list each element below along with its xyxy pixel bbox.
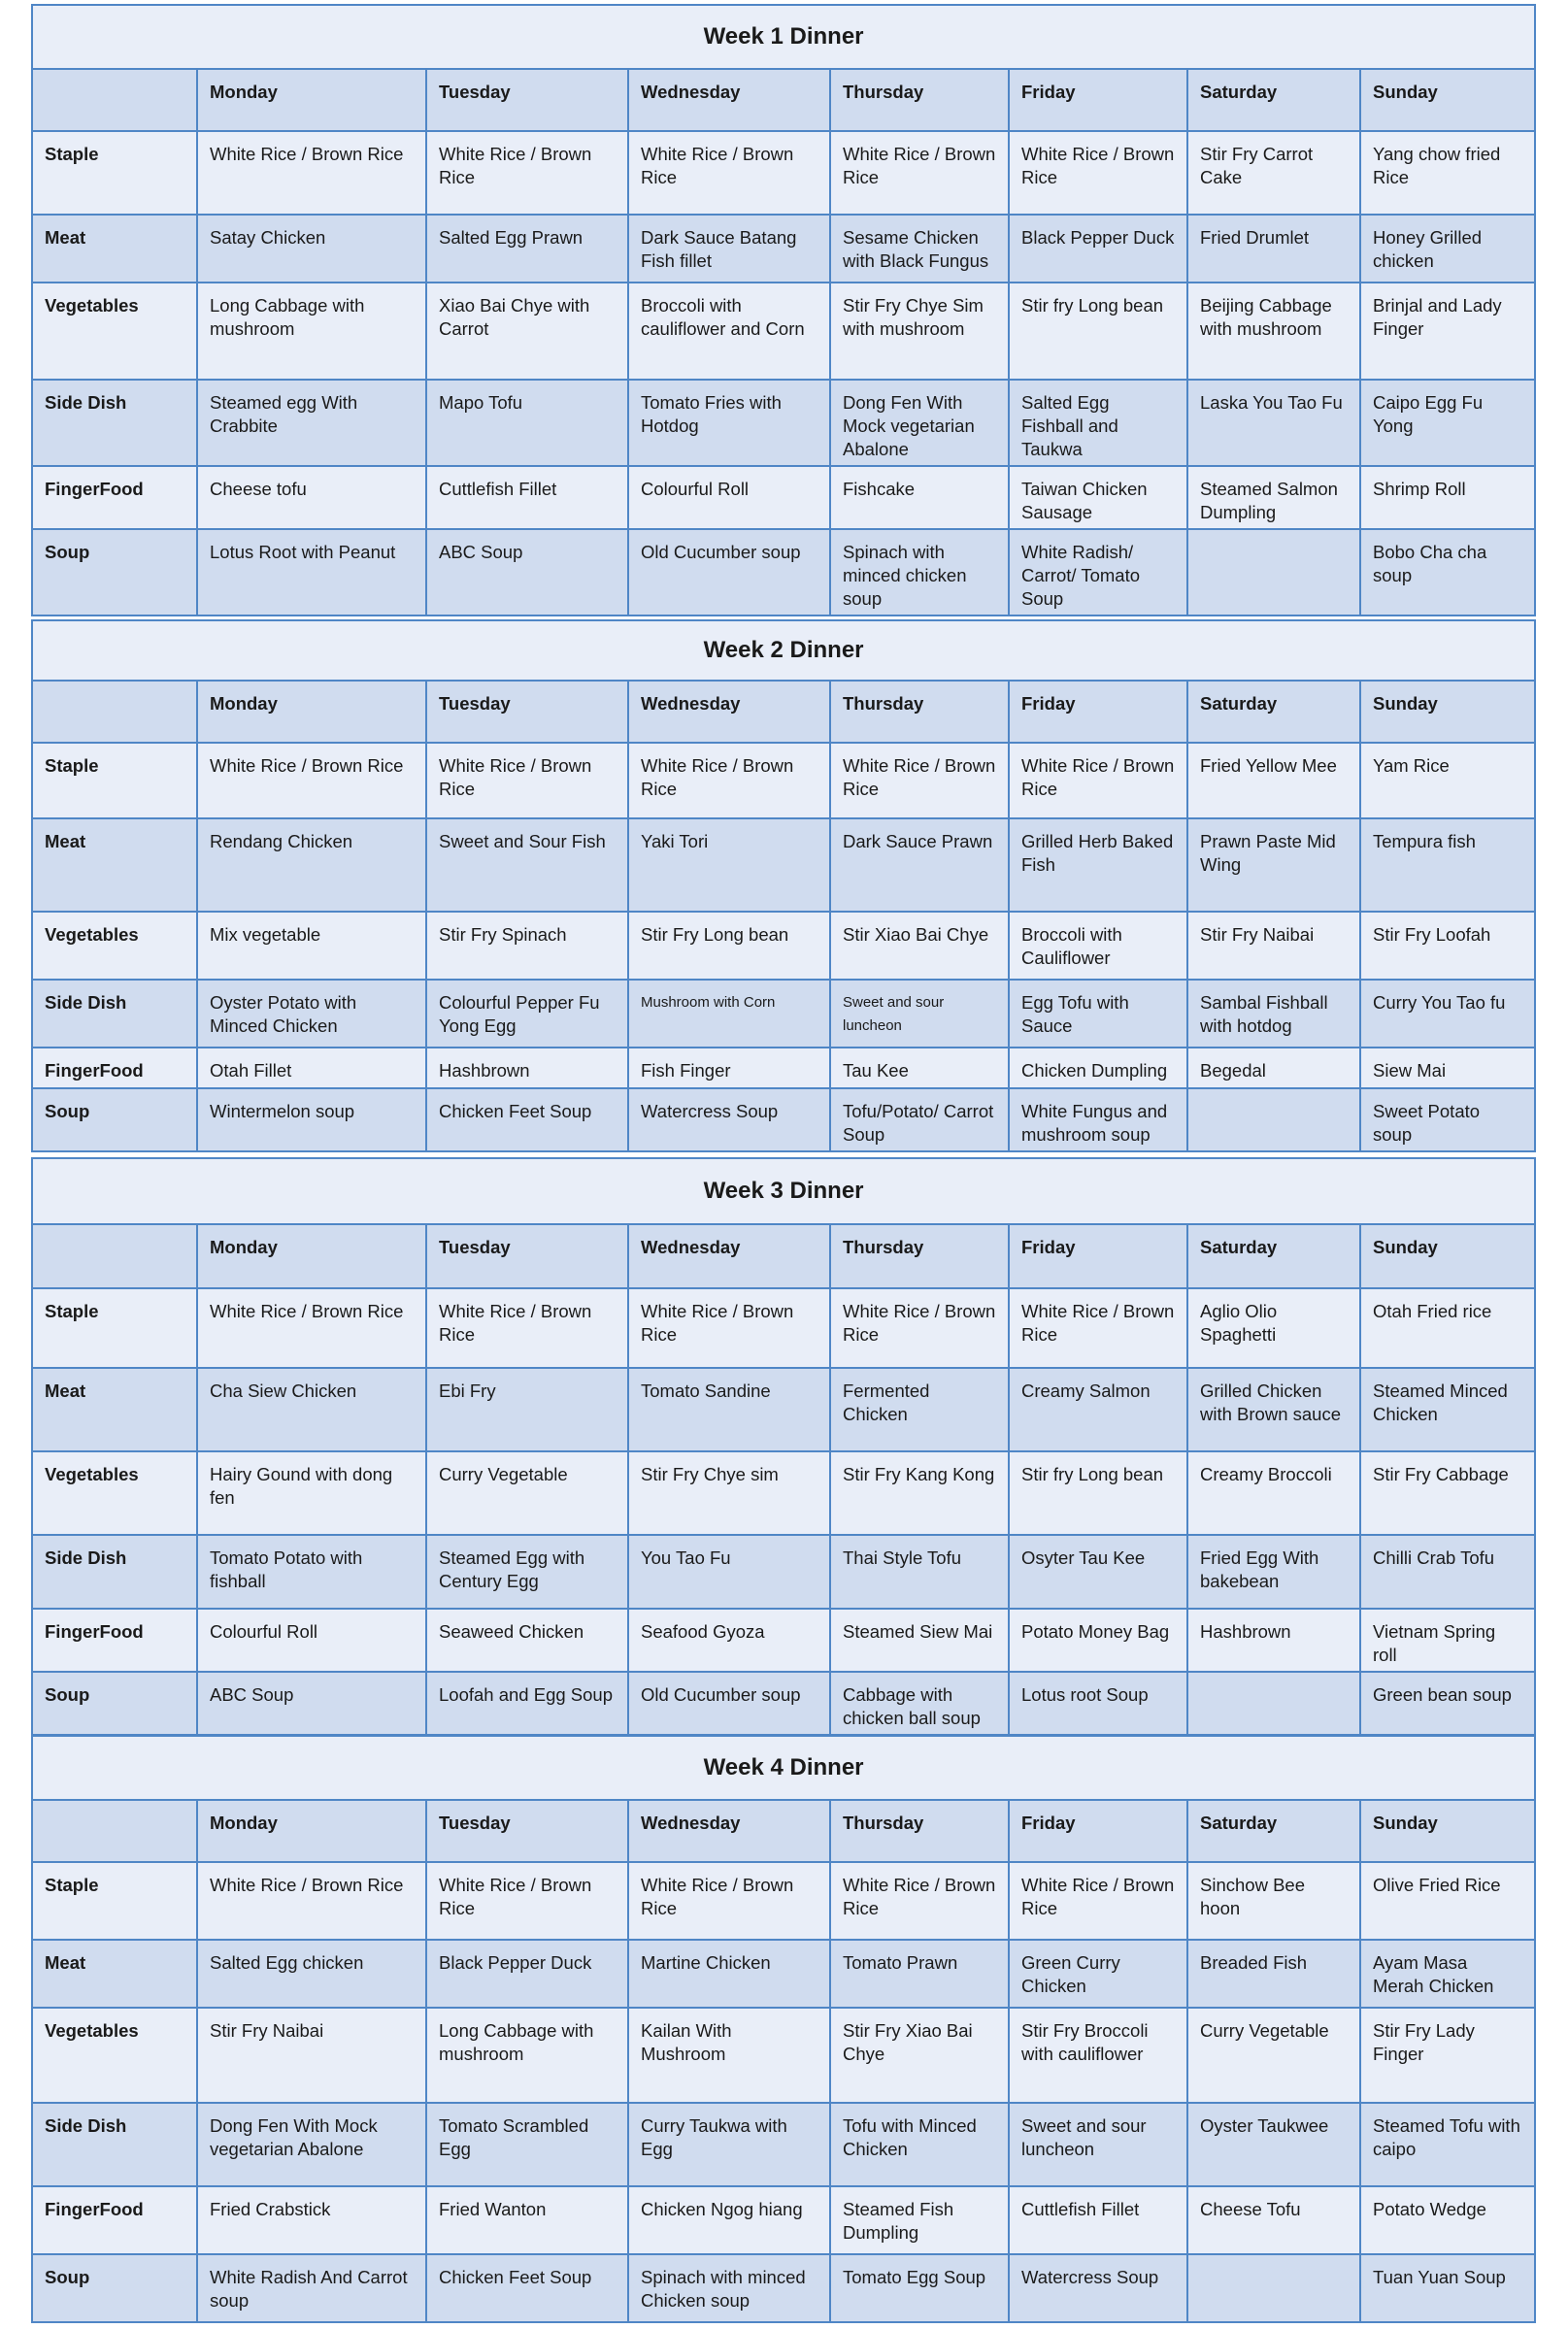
day-header-thursday: Thursday <box>830 1224 1009 1288</box>
day-header-wednesday: Wednesday <box>628 69 830 131</box>
day-header-friday: Friday <box>1009 1224 1187 1288</box>
dish-cell: ABC Soup <box>426 529 628 616</box>
row-side-dish <box>32 380 1535 466</box>
week-title: Week 2 Dinner <box>32 620 1535 681</box>
dish-cell: White Rice / Brown Rice <box>426 743 628 818</box>
dish-cell: Caipo Egg Fu Yong <box>1360 380 1535 466</box>
dish-cell: Cheese Tofu <box>1187 2186 1360 2254</box>
dish-cell: Laska You Tao Fu <box>1187 380 1360 466</box>
dish-cell: Dong Fen With Mock vegetarian Abalone <box>197 2103 426 2186</box>
row-label: Soup <box>32 529 197 616</box>
row-soup <box>32 529 1535 616</box>
dish-cell: Oyster Potato with Minced Chicken <box>197 980 426 1048</box>
dish-cell: White Rice / Brown Rice <box>426 1862 628 1940</box>
dish-cell: Fried Yellow Mee <box>1187 743 1360 818</box>
dish-cell <box>1187 1672 1360 1735</box>
dish-cell: Mapo Tofu <box>426 380 628 466</box>
dish-cell: Broccoli with Cauliflower <box>1009 912 1187 980</box>
dish-cell: Potato Wedge <box>1360 2186 1535 2254</box>
dish-cell: Curry Vegetable <box>1187 2008 1360 2103</box>
dish-cell: Mix vegetable <box>197 912 426 980</box>
row-meat <box>32 215 1535 283</box>
day-header-monday: Monday <box>197 1800 426 1862</box>
dish-cell: Beijing Cabbage with mushroom <box>1187 283 1360 380</box>
dish-cell: White Rice / Brown Rice <box>830 1288 1009 1368</box>
dish-cell: Loofah and Egg Soup <box>426 1672 628 1735</box>
row-meat <box>32 1940 1535 2008</box>
dish-cell: White Rice / Brown Rice <box>197 1288 426 1368</box>
dish-cell: Fried Wanton <box>426 2186 628 2254</box>
dish-cell <box>1187 529 1360 616</box>
dish-cell: Wintermelon soup <box>197 1088 426 1151</box>
dish-cell: Hashbrown <box>426 1048 628 1088</box>
dish-cell: Long Cabbage with mushroom <box>197 283 426 380</box>
row-side-dish <box>32 1535 1535 1609</box>
dish-cell: Old Cucumber soup <box>628 529 830 616</box>
row-label: Meat <box>32 1368 197 1451</box>
row-label: Staple <box>32 743 197 818</box>
dish-cell: Lotus Root with Peanut <box>197 529 426 616</box>
row-label: Meat <box>32 1940 197 2008</box>
row-fingerfood <box>32 1609 1535 1672</box>
dish-cell: Stir Fry Lady Finger <box>1360 2008 1535 2103</box>
dish-cell: White Rice / Brown Rice <box>628 1862 830 1940</box>
dish-cell: Salted Egg chicken <box>197 1940 426 2008</box>
dish-cell: Seafood Gyoza <box>628 1609 830 1672</box>
dish-cell: Sesame Chicken with Black Fungus <box>830 215 1009 283</box>
dish-cell: White Rice / Brown Rice <box>197 131 426 215</box>
dish-cell: Stir Xiao Bai Chye <box>830 912 1009 980</box>
dish-cell: Shrimp Roll <box>1360 466 1535 529</box>
day-header-sunday: Sunday <box>1360 1800 1535 1862</box>
dish-cell: Curry Taukwa with Egg <box>628 2103 830 2186</box>
day-header-friday: Friday <box>1009 69 1187 131</box>
dish-cell: Brinjal and Lady Finger <box>1360 283 1535 380</box>
row-side-dish <box>32 2103 1535 2186</box>
dish-cell: Stir Fry Chye Sim with mushroom <box>830 283 1009 380</box>
row-label: FingerFood <box>32 1048 197 1088</box>
dish-cell: Martine Chicken <box>628 1940 830 2008</box>
dish-cell: Sweet Potato soup <box>1360 1088 1535 1151</box>
dish-cell: Steamed Tofu with caipo <box>1360 2103 1535 2186</box>
day-header-saturday: Saturday <box>1187 1224 1360 1288</box>
corner-cell <box>32 1800 197 1862</box>
dish-cell: Hairy Gound with dong fen <box>197 1451 426 1535</box>
row-label: FingerFood <box>32 1609 197 1672</box>
dish-cell: Tuan Yuan Soup <box>1360 2254 1535 2322</box>
dish-cell: White Rice / Brown Rice <box>628 1288 830 1368</box>
dish-cell: Lotus root Soup <box>1009 1672 1187 1735</box>
dish-cell: Fishcake <box>830 466 1009 529</box>
dish-cell: Chicken Feet Soup <box>426 2254 628 2322</box>
dish-cell: Olive Fried Rice <box>1360 1862 1535 1940</box>
dish-cell: Xiao Bai Chye with Carrot <box>426 283 628 380</box>
dish-cell: Ayam Masa Merah Chicken <box>1360 1940 1535 2008</box>
dish-cell: White Rice / Brown Rice <box>830 743 1009 818</box>
dish-cell: Seaweed Chicken <box>426 1609 628 1672</box>
row-label: Soup <box>32 2254 197 2322</box>
row-label: Vegetables <box>32 912 197 980</box>
dish-cell: Yaki Tori <box>628 818 830 912</box>
row-label: Side Dish <box>32 1535 197 1609</box>
row-label: Staple <box>32 1288 197 1368</box>
dish-cell: Tomato Egg Soup <box>830 2254 1009 2322</box>
dish-cell: Green bean soup <box>1360 1672 1535 1735</box>
dish-cell: Ebi Fry <box>426 1368 628 1451</box>
dish-cell: Cheese tofu <box>197 466 426 529</box>
row-side-dish <box>32 980 1535 1048</box>
row-soup <box>32 2254 1535 2322</box>
dish-cell: Colourful Pepper Fu Yong Egg <box>426 980 628 1048</box>
dish-cell: Steamed Salmon Dumpling <box>1187 466 1360 529</box>
dish-cell: Dong Fen With Mock vegetarian Abalone <box>830 380 1009 466</box>
day-header-friday: Friday <box>1009 681 1187 743</box>
dish-cell: Stir Fry Xiao Bai Chye <box>830 2008 1009 2103</box>
dish-cell: Cuttlefish Fillet <box>1009 2186 1187 2254</box>
row-label: Staple <box>32 131 197 215</box>
week-1-table <box>31 4 1534 616</box>
dish-cell: Otah Fillet <box>197 1048 426 1088</box>
dish-cell: Grilled Herb Baked Fish <box>1009 818 1187 912</box>
dish-cell: Black Pepper Duck <box>1009 215 1187 283</box>
dish-cell: Broccoli with cauliflower and Corn <box>628 283 830 380</box>
week-title: Week 4 Dinner <box>32 1736 1535 1800</box>
dish-cell: ABC Soup <box>197 1672 426 1735</box>
dish-cell: Tomato Potato with fishball <box>197 1535 426 1609</box>
row-fingerfood <box>32 2186 1535 2254</box>
dish-cell: Tomato Fries with Hotdog <box>628 380 830 466</box>
dish-cell: Stir fry Long bean <box>1009 283 1187 380</box>
corner-cell <box>32 681 197 743</box>
row-label: Staple <box>32 1862 197 1940</box>
dish-cell: Aglio Olio Spaghetti <box>1187 1288 1360 1368</box>
row-staple <box>32 131 1535 215</box>
row-staple <box>32 1862 1535 1940</box>
dish-cell: White Rice / Brown Rice <box>1009 1288 1187 1368</box>
dish-cell: White Rice / Brown Rice <box>426 1288 628 1368</box>
dish-cell: White Rice / Brown Rice <box>830 131 1009 215</box>
row-vegetables <box>32 283 1535 380</box>
dish-cell: Sinchow Bee hoon <box>1187 1862 1360 1940</box>
row-fingerfood <box>32 1048 1535 1088</box>
dish-cell <box>1187 1088 1360 1151</box>
week-title: Week 1 Dinner <box>32 5 1535 69</box>
day-header-monday: Monday <box>197 69 426 131</box>
row-meat <box>32 818 1535 912</box>
dish-cell: Siew Mai <box>1360 1048 1535 1088</box>
day-header-sunday: Sunday <box>1360 1224 1535 1288</box>
dish-cell: Dark Sauce Batang Fish fillet <box>628 215 830 283</box>
dish-cell: Prawn Paste Mid Wing <box>1187 818 1360 912</box>
dish-cell: Breaded Fish <box>1187 1940 1360 2008</box>
dish-cell: Stir Fry Chye sim <box>628 1451 830 1535</box>
week-4-table <box>31 1735 1534 2323</box>
row-label: FingerFood <box>32 2186 197 2254</box>
dish-cell: Oyster Taukwee <box>1187 2103 1360 2186</box>
dish-cell: Watercress Soup <box>1009 2254 1187 2322</box>
dish-cell: Potato Money Bag <box>1009 1609 1187 1672</box>
dish-cell: Sweet and Sour Fish <box>426 818 628 912</box>
dish-cell: Stir Fry Kang Kong <box>830 1451 1009 1535</box>
day-header-saturday: Saturday <box>1187 681 1360 743</box>
day-header-sunday: Sunday <box>1360 681 1535 743</box>
dish-cell: Stir Fry Cabbage <box>1360 1451 1535 1535</box>
dish-cell: You Tao Fu <box>628 1535 830 1609</box>
week-2-table <box>31 619 1534 1152</box>
dish-cell: White Rice / Brown Rice <box>197 743 426 818</box>
day-header-monday: Monday <box>197 1224 426 1288</box>
dish-cell: White Rice / Brown Rice <box>1009 743 1187 818</box>
dish-cell: Salted Egg Prawn <box>426 215 628 283</box>
dish-cell: Watercress Soup <box>628 1088 830 1151</box>
dish-cell: White Rice / Brown Rice <box>830 1862 1009 1940</box>
dish-cell: Stir Fry Carrot Cake <box>1187 131 1360 215</box>
dish-cell: Fried Crabstick <box>197 2186 426 2254</box>
dish-cell: Begedal <box>1187 1048 1360 1088</box>
dish-cell: Spinach with minced Chicken soup <box>628 2254 830 2322</box>
dish-cell: White Radish/ Carrot/ Tomato Soup <box>1009 529 1187 616</box>
dish-cell: Tomato Sandine <box>628 1368 830 1451</box>
dish-cell: Long Cabbage with mushroom <box>426 2008 628 2103</box>
dish-cell: Spinach with minced chicken soup <box>830 529 1009 616</box>
dish-cell: White Rice / Brown Rice <box>1009 1862 1187 1940</box>
row-label: Soup <box>32 1088 197 1151</box>
row-fingerfood <box>32 466 1535 529</box>
dish-cell: Mushroom with Corn <box>628 980 830 1048</box>
dish-cell: Curry You Tao fu <box>1360 980 1535 1048</box>
corner-cell <box>32 69 197 131</box>
dish-cell: Cuttlefish Fillet <box>426 466 628 529</box>
day-header-friday: Friday <box>1009 1800 1187 1862</box>
dish-cell: Tomato Scrambled Egg <box>426 2103 628 2186</box>
row-meat <box>32 1368 1535 1451</box>
dish-cell: Stir Fry Broccoli with cauliflower <box>1009 2008 1187 2103</box>
dish-cell: White Fungus and mushroom soup <box>1009 1088 1187 1151</box>
dish-cell: Cabbage with chicken ball soup <box>830 1672 1009 1735</box>
dish-cell: Tempura fish <box>1360 818 1535 912</box>
dish-cell: Rendang Chicken <box>197 818 426 912</box>
row-label: Vegetables <box>32 283 197 380</box>
day-header-thursday: Thursday <box>830 681 1009 743</box>
dish-cell: Sambal Fishball with hotdog <box>1187 980 1360 1048</box>
row-label: Vegetables <box>32 2008 197 2103</box>
row-staple <box>32 1288 1535 1368</box>
dish-cell: Green Curry Chicken <box>1009 1940 1187 2008</box>
dish-cell: Egg Tofu with Sauce <box>1009 980 1187 1048</box>
row-label: Side Dish <box>32 2103 197 2186</box>
dish-cell: Sweet and sour luncheon <box>1009 2103 1187 2186</box>
dish-cell: Chicken Dumpling <box>1009 1048 1187 1088</box>
dish-cell: Yam Rice <box>1360 743 1535 818</box>
day-header-saturday: Saturday <box>1187 1800 1360 1862</box>
row-vegetables <box>32 912 1535 980</box>
dish-cell: White Rice / Brown Rice <box>628 131 830 215</box>
day-header-tuesday: Tuesday <box>426 681 628 743</box>
dish-cell: White Radish And Carrot soup <box>197 2254 426 2322</box>
dish-cell <box>1187 2254 1360 2322</box>
row-soup <box>32 1672 1535 1735</box>
dish-cell: White Rice / Brown Rice <box>1009 131 1187 215</box>
dish-cell: Steamed Siew Mai <box>830 1609 1009 1672</box>
dish-cell: Stir fry Long bean <box>1009 1451 1187 1535</box>
dish-cell: Honey Grilled chicken <box>1360 215 1535 283</box>
dish-cell: Tau Kee <box>830 1048 1009 1088</box>
dish-cell: Cha Siew Chicken <box>197 1368 426 1451</box>
dish-cell: Sweet and sour luncheon <box>830 980 1009 1048</box>
dish-cell: Stir Fry Naibai <box>1187 912 1360 980</box>
dish-cell: White Rice / Brown Rice <box>426 131 628 215</box>
dish-cell: Thai Style Tofu <box>830 1535 1009 1609</box>
dish-cell: Taiwan Chicken Sausage <box>1009 466 1187 529</box>
dish-cell: Vietnam Spring roll <box>1360 1609 1535 1672</box>
dish-cell: Stir Fry Long bean <box>628 912 830 980</box>
dish-cell: Colourful Roll <box>197 1609 426 1672</box>
dish-cell: Curry Vegetable <box>426 1451 628 1535</box>
dish-cell: Dark Sauce Prawn <box>830 818 1009 912</box>
day-header-wednesday: Wednesday <box>628 1800 830 1862</box>
corner-cell <box>32 1224 197 1288</box>
week-3-table <box>31 1157 1534 1736</box>
dish-cell: Steamed Minced Chicken <box>1360 1368 1535 1451</box>
row-label: Vegetables <box>32 1451 197 1535</box>
row-soup <box>32 1088 1535 1151</box>
dish-cell: Otah Fried rice <box>1360 1288 1535 1368</box>
dish-cell: Chicken Feet Soup <box>426 1088 628 1151</box>
dish-cell: Colourful Roll <box>628 466 830 529</box>
day-header-tuesday: Tuesday <box>426 69 628 131</box>
dish-cell: Fish Finger <box>628 1048 830 1088</box>
row-label: Meat <box>32 215 197 283</box>
row-vegetables <box>32 1451 1535 1535</box>
dish-cell: Chicken Ngog hiang <box>628 2186 830 2254</box>
row-staple <box>32 743 1535 818</box>
dish-cell: Fermented Chicken <box>830 1368 1009 1451</box>
dish-cell: Kailan With Mushroom <box>628 2008 830 2103</box>
dish-cell: Chilli Crab Tofu <box>1360 1535 1535 1609</box>
day-header-wednesday: Wednesday <box>628 681 830 743</box>
dish-cell: Yang chow fried Rice <box>1360 131 1535 215</box>
dish-cell: Tomato Prawn <box>830 1940 1009 2008</box>
dish-cell: White Rice / Brown Rice <box>197 1862 426 1940</box>
dish-cell: Salted Egg Fishball and Taukwa <box>1009 380 1187 466</box>
day-header-tuesday: Tuesday <box>426 1224 628 1288</box>
dish-cell: Stir Fry Naibai <box>197 2008 426 2103</box>
dish-cell: Tofu/Potato/ Carrot Soup <box>830 1088 1009 1151</box>
dish-cell: Steamed Fish Dumpling <box>830 2186 1009 2254</box>
dish-cell: Fried Drumlet <box>1187 215 1360 283</box>
day-header-sunday: Sunday <box>1360 69 1535 131</box>
dish-cell: Stir Fry Loofah <box>1360 912 1535 980</box>
dish-cell: Stir Fry Spinach <box>426 912 628 980</box>
day-header-tuesday: Tuesday <box>426 1800 628 1862</box>
dish-cell: Steamed Egg with Century Egg <box>426 1535 628 1609</box>
row-label: Meat <box>32 818 197 912</box>
day-header-thursday: Thursday <box>830 1800 1009 1862</box>
dish-cell: Old Cucumber soup <box>628 1672 830 1735</box>
row-vegetables <box>32 2008 1535 2103</box>
dish-cell: Grilled Chicken with Brown sauce <box>1187 1368 1360 1451</box>
week-title: Week 3 Dinner <box>32 1158 1535 1224</box>
row-label: Soup <box>32 1672 197 1735</box>
dish-cell: Fried Egg With bakebean <box>1187 1535 1360 1609</box>
day-header-monday: Monday <box>197 681 426 743</box>
dish-cell: Black Pepper Duck <box>426 1940 628 2008</box>
row-label: Side Dish <box>32 980 197 1048</box>
row-label: FingerFood <box>32 466 197 529</box>
row-label: Side Dish <box>32 380 197 466</box>
dish-cell: White Rice / Brown Rice <box>628 743 830 818</box>
day-header-thursday: Thursday <box>830 69 1009 131</box>
dish-cell: Tofu with Minced Chicken <box>830 2103 1009 2186</box>
dish-cell: Osyter Tau Kee <box>1009 1535 1187 1609</box>
dish-cell: Steamed egg With Crabbite <box>197 380 426 466</box>
day-header-wednesday: Wednesday <box>628 1224 830 1288</box>
dish-cell: Bobo Cha cha soup <box>1360 529 1535 616</box>
day-header-saturday: Saturday <box>1187 69 1360 131</box>
dish-cell: Creamy Broccoli <box>1187 1451 1360 1535</box>
dish-cell: Creamy Salmon <box>1009 1368 1187 1451</box>
dish-cell: Hashbrown <box>1187 1609 1360 1672</box>
dish-cell: Satay Chicken <box>197 215 426 283</box>
